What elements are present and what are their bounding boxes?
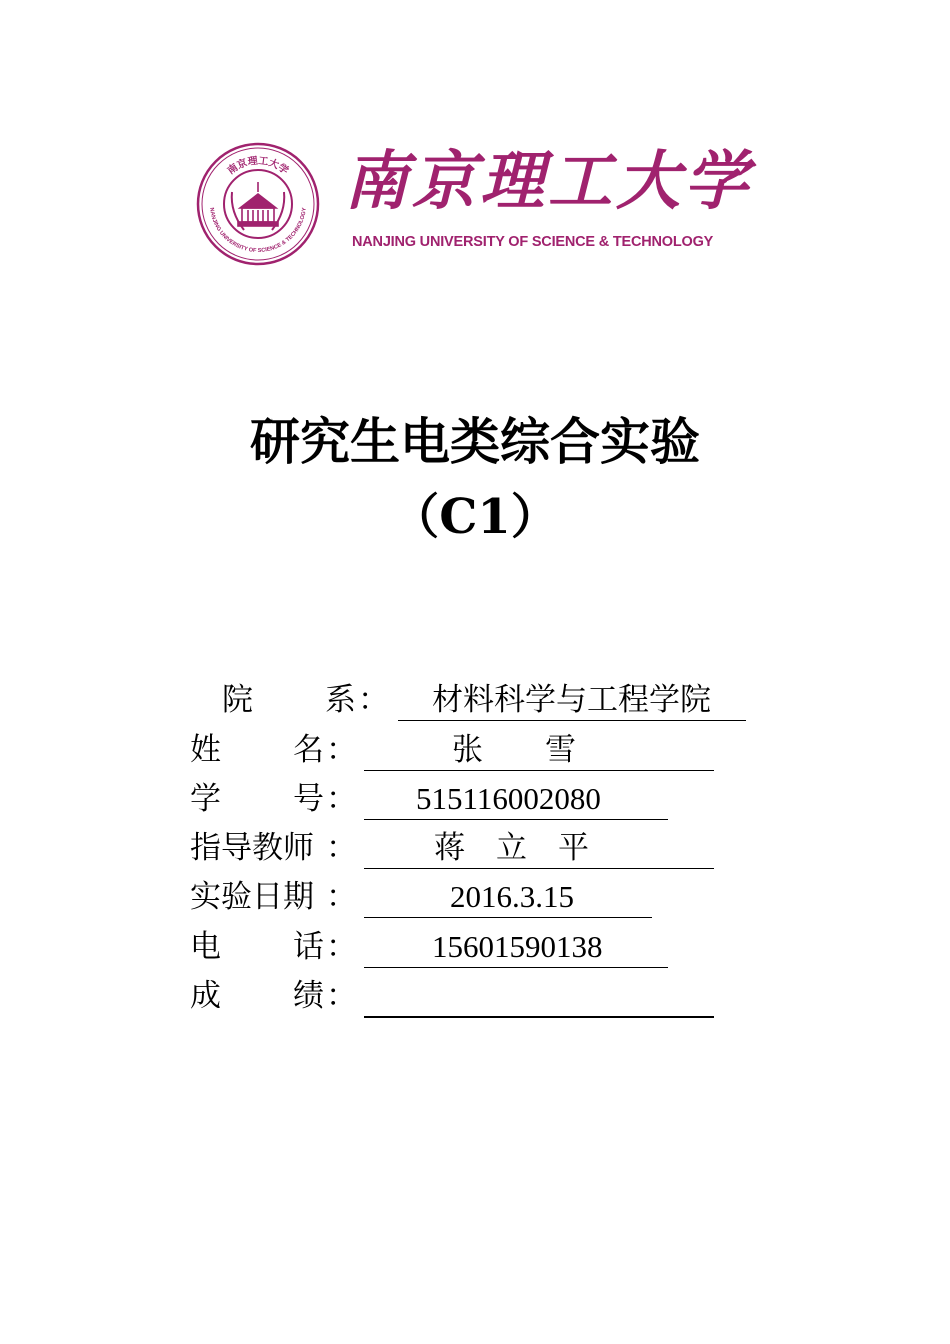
date-value: 2016.3.15 [450,879,574,914]
label-char: 电 [190,929,221,965]
field-row-phone [0,927,950,967]
advisor-value: 蒋 立 平 [434,830,589,866]
building-icon [232,182,285,230]
department-field [398,680,746,721]
label-name [190,730,324,770]
label-char: 话 [293,929,324,965]
name-value: 张 雪 [452,732,576,768]
grade-field [364,976,714,1018]
logo-chinese-name: 南京理工大学 [344,144,752,219]
university-seal-icon [196,142,320,266]
label-char: 名 [293,732,324,768]
field-row-student-id [0,779,950,819]
report-subtitle: （C1） [391,489,559,545]
student-id-field [364,779,668,820]
label-char: 绩 [293,978,324,1014]
label-advisor: 指导教师 [190,830,314,866]
label-colon: ： [326,929,357,965]
label-student-id [190,779,324,819]
field-row-date [0,877,950,917]
label-colon: ： [326,781,357,817]
label-department [222,680,356,720]
field-row-name [0,730,950,770]
seal-en-path: NANJING UNIVERSITY OF SCIENCE & TECHNOLOGY [208,207,308,255]
phone-value: 15601590138 [432,929,603,964]
field-row-grade [0,976,950,1016]
department-value: 材料科学与工程学院 [432,682,711,718]
logo-english-name: NANJING UNIVERSITY OF SCIENCE & TECHNOLOGY [352,234,714,250]
name-field [364,730,714,771]
label-colon: ： [326,879,357,915]
field-row-advisor [0,828,950,868]
label-phone [190,927,324,967]
student-id-value: 515116002080 [416,781,601,816]
label-colon: ： [326,732,357,768]
label-date: 实验日期 [190,879,314,915]
label-char: 系 [325,682,356,718]
report-title: 研究生电类综合实验 [250,412,700,471]
advisor-field [364,828,714,869]
field-row-department [0,680,950,720]
label-char: 姓 [190,732,221,768]
seal-cn-path: 南京理工大学 [225,155,291,177]
label-char: 院 [222,682,253,718]
label-char: 成 [190,978,221,1014]
date-field [364,877,652,918]
phone-field [364,927,668,968]
label-char: 号 [293,781,324,817]
label-colon: ： [326,978,357,1014]
university-logo [196,140,752,270]
seal-cn-text [225,155,292,177]
label-colon: ： [326,830,357,866]
label-char: 学 [190,781,221,817]
label-grade [190,976,324,1016]
label-colon: ： [358,682,389,718]
